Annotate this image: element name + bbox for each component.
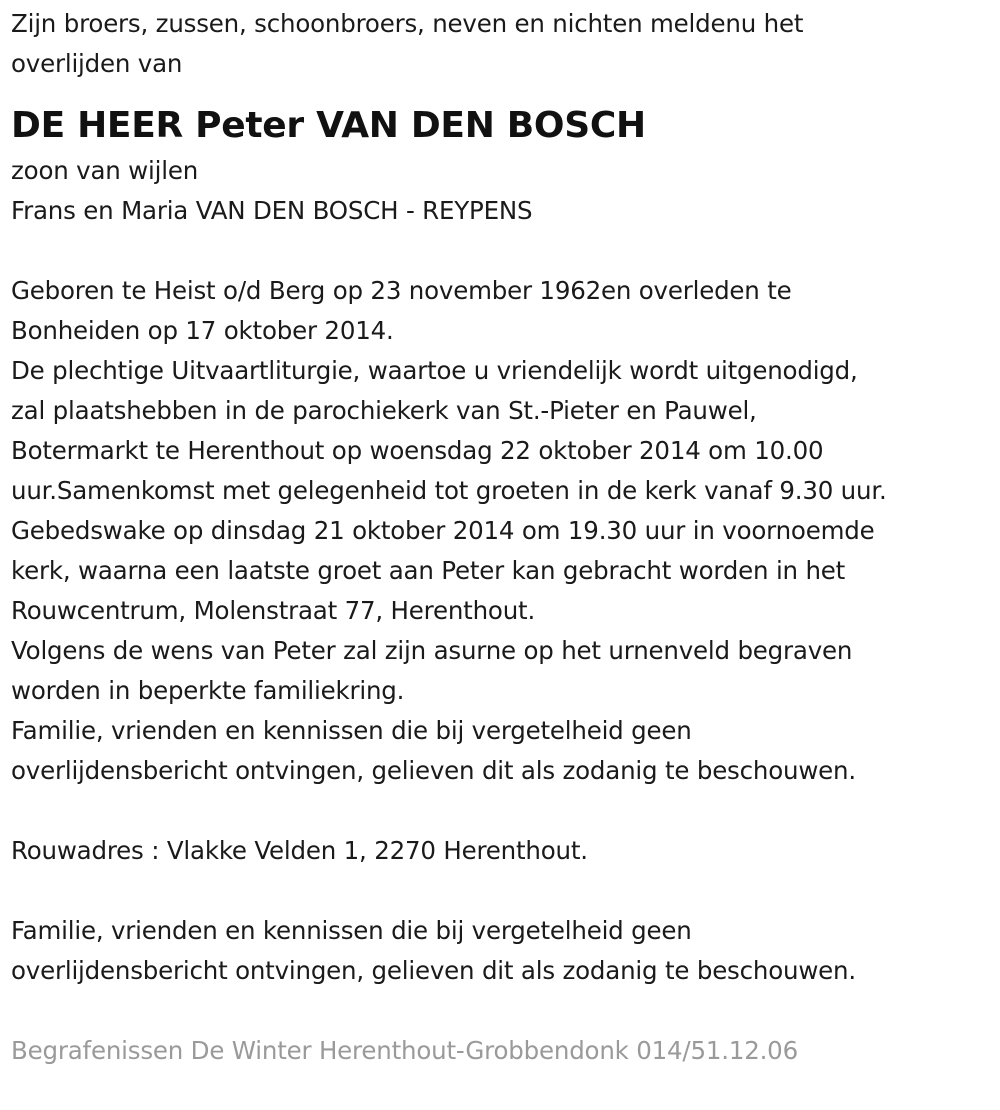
- body-line: Familie, vrienden en kennissen die bij vergetelheid geen: [11, 716, 692, 745]
- intro-text: [11, 4, 991, 84]
- body-text: [11, 271, 991, 791]
- body-line: zal plaatshebben in de parochiekerk van St.-Pieter en Pauwel,: [11, 396, 757, 425]
- closing-line: overlijdensbericht ontvingen, gelieven dit als zodanig te beschouwen.: [11, 956, 856, 985]
- obituary-notice: [11, 4, 991, 1071]
- closing-text: [11, 911, 991, 991]
- parents-line: Frans en Maria VAN DEN BOSCH - REYPENS: [11, 196, 533, 225]
- body-line: uur.Samenkomst met gelegenheid tot groeten in de kerk vanaf 9.30 uur.: [11, 476, 887, 505]
- body-line: kerk, waarna een laatste groet aan Peter kan gebracht worden in het: [11, 556, 846, 585]
- mourning-address: Rouwadres : Vlakke Velden 1, 2270 Herenthout.: [11, 836, 588, 865]
- body-line: De plechtige Uitvaartliturgie, waartoe u vriendelijk wordt uitgenodigd,: [11, 356, 858, 385]
- body-line: Rouwcentrum, Molenstraat 77, Herenthout.: [11, 596, 536, 625]
- body-line: Botermarkt te Herenthout op woensdag 22 oktober 2014 om 10.00: [11, 436, 824, 465]
- body-line: overlijdensbericht ontvingen, gelieven dit als zodanig te beschouwen.: [11, 756, 856, 785]
- body-line: Volgens de wens van Peter zal zijn asurne op het urnenveld begraven: [11, 636, 853, 665]
- body-line: Gebedswake op dinsdag 21 oktober 2014 om 19.30 uur in voornoemde: [11, 516, 875, 545]
- parents-text: [11, 151, 991, 231]
- body-line: Bonheiden op 17 oktober 2014.: [11, 316, 394, 345]
- intro-line: overlijden van: [11, 49, 183, 78]
- intro-line: Zijn broers, zussen, schoonbroers, neven en nichten meldenu het: [11, 9, 804, 38]
- parents-line: zoon van wijlen: [11, 156, 199, 185]
- funeral-home-footer: Begrafenissen De Winter Herenthout-Grobbendonk 014/51.12.06: [11, 1036, 798, 1065]
- body-line: Geboren te Heist o/d Berg op 23 november 1962en overleden te: [11, 276, 792, 305]
- closing-line: Familie, vrienden en kennissen die bij vergetelheid geen: [11, 916, 692, 945]
- body-line: worden in beperkte familiekring.: [11, 676, 405, 705]
- deceased-name: DE HEER Peter VAN DEN BOSCH: [11, 105, 646, 146]
